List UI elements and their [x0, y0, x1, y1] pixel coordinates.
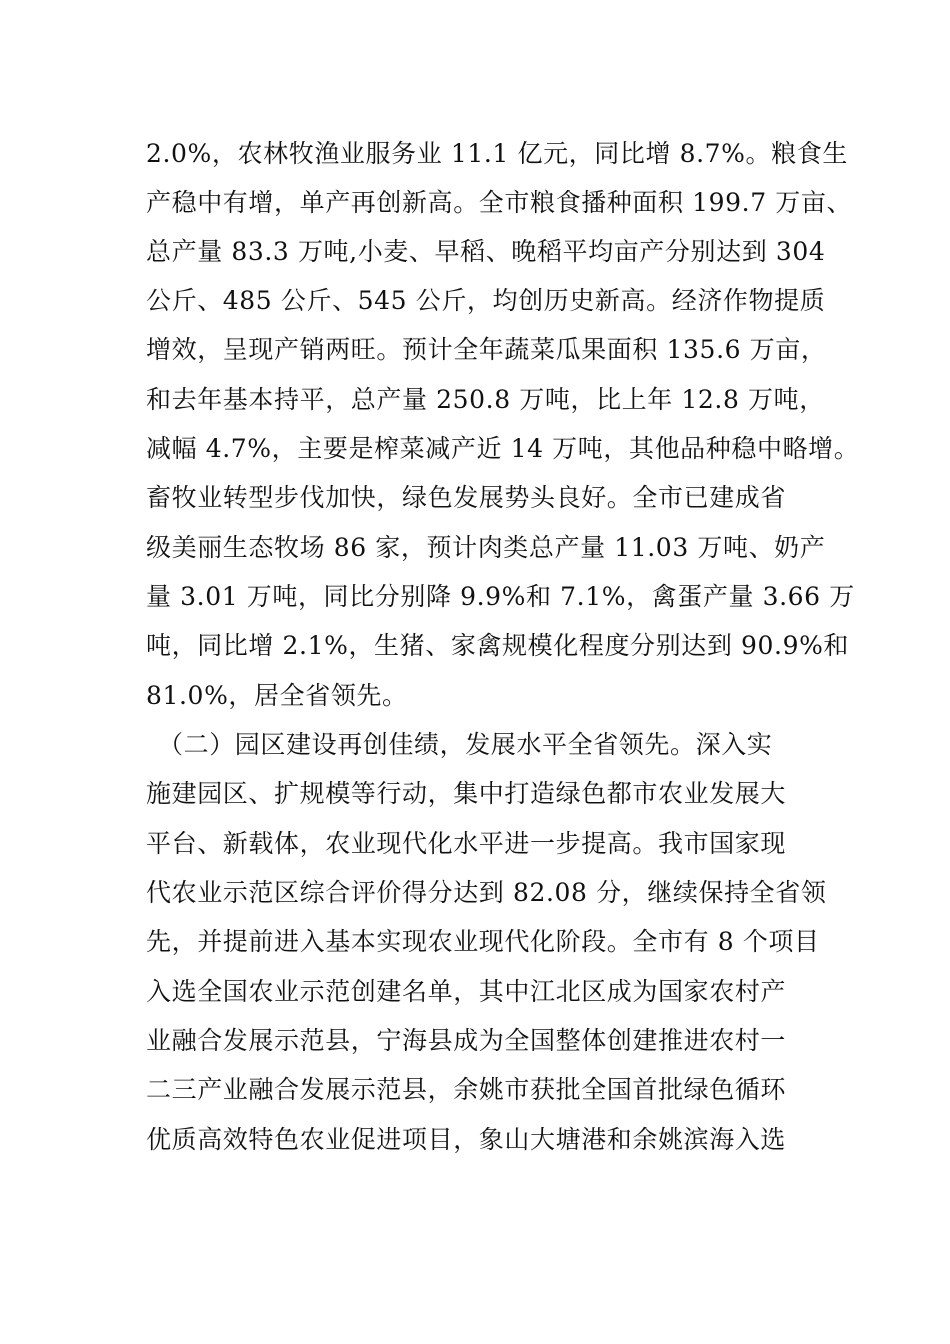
text-line: 优质高效特色农业促进项目，象山大塘港和余姚滨海入选: [146, 1125, 787, 1154]
text-line: 级美丽生态牧场 86 家，预计肉类总产量 11.03 万吨、奶产: [146, 533, 826, 562]
text-line: 代农业示范区综合评价得分达到 82.08 分，继续保持全省领: [146, 878, 827, 907]
text-line: 总产量 83.3 万吨,小麦、早稻、晚稻平均亩产分别达到 304: [146, 237, 826, 266]
text-line: 81.0%，居全省领先。: [146, 681, 408, 710]
text-line: 业融合发展示范县，宁海县成为全国整体创建推进农村一: [146, 1026, 787, 1055]
text-line: 减幅 4.7%，主要是榨菜减产近 14 万吨，其他品种稳中略增。: [146, 434, 860, 463]
text-line: 平台、新载体，农业现代化水平进一步提高。我市国家现: [146, 829, 787, 858]
text-line: 2.0%，农林牧渔业服务业 11.1 亿元，同比增 8.7%。粮食生: [146, 139, 848, 168]
text-line: 先，并提前进入基本实现农业现代化阶段。全市有 8 个项目: [146, 927, 820, 956]
text-line: 和去年基本持平，总产量 250.8 万吨，比上年 12.8 万吨，: [146, 385, 825, 414]
text-line: 公斤、485 公斤、545 公斤，均创历史新高。经济作物提质: [146, 286, 826, 315]
text-line: 增效，呈现产销两旺。预计全年蔬菜瓜果面积 135.6 万亩，: [146, 335, 827, 364]
section-heading: （二）园区建设再创佳绩，发展水平全省领先。深入实: [158, 730, 773, 759]
text-line: 吨，同比增 2.1%，生猪、家禽规模化程度分别达到 90.9%和: [146, 631, 850, 660]
text-line: 入选全国农业示范创建名单，其中江北区成为国家农村产: [146, 977, 787, 1006]
text-line: 畜牧业转型步伐加快，绿色发展势头良好。全市已建成省: [146, 483, 787, 512]
text-line: 二三产业融合发展示范县，余姚市获批全国首批绿色循环: [146, 1075, 787, 1104]
text-line: 量 3.01 万吨，同比分别降 9.9%和 7.1%，禽蛋产量 3.66 万: [146, 582, 855, 611]
text-line: 施建园区、扩规模等行动，集中打造绿色都市农业发展大: [146, 779, 787, 808]
text-line: 产稳中有增，单产再创新高。全市粮食播种面积 199.7 万亩、: [146, 188, 853, 217]
